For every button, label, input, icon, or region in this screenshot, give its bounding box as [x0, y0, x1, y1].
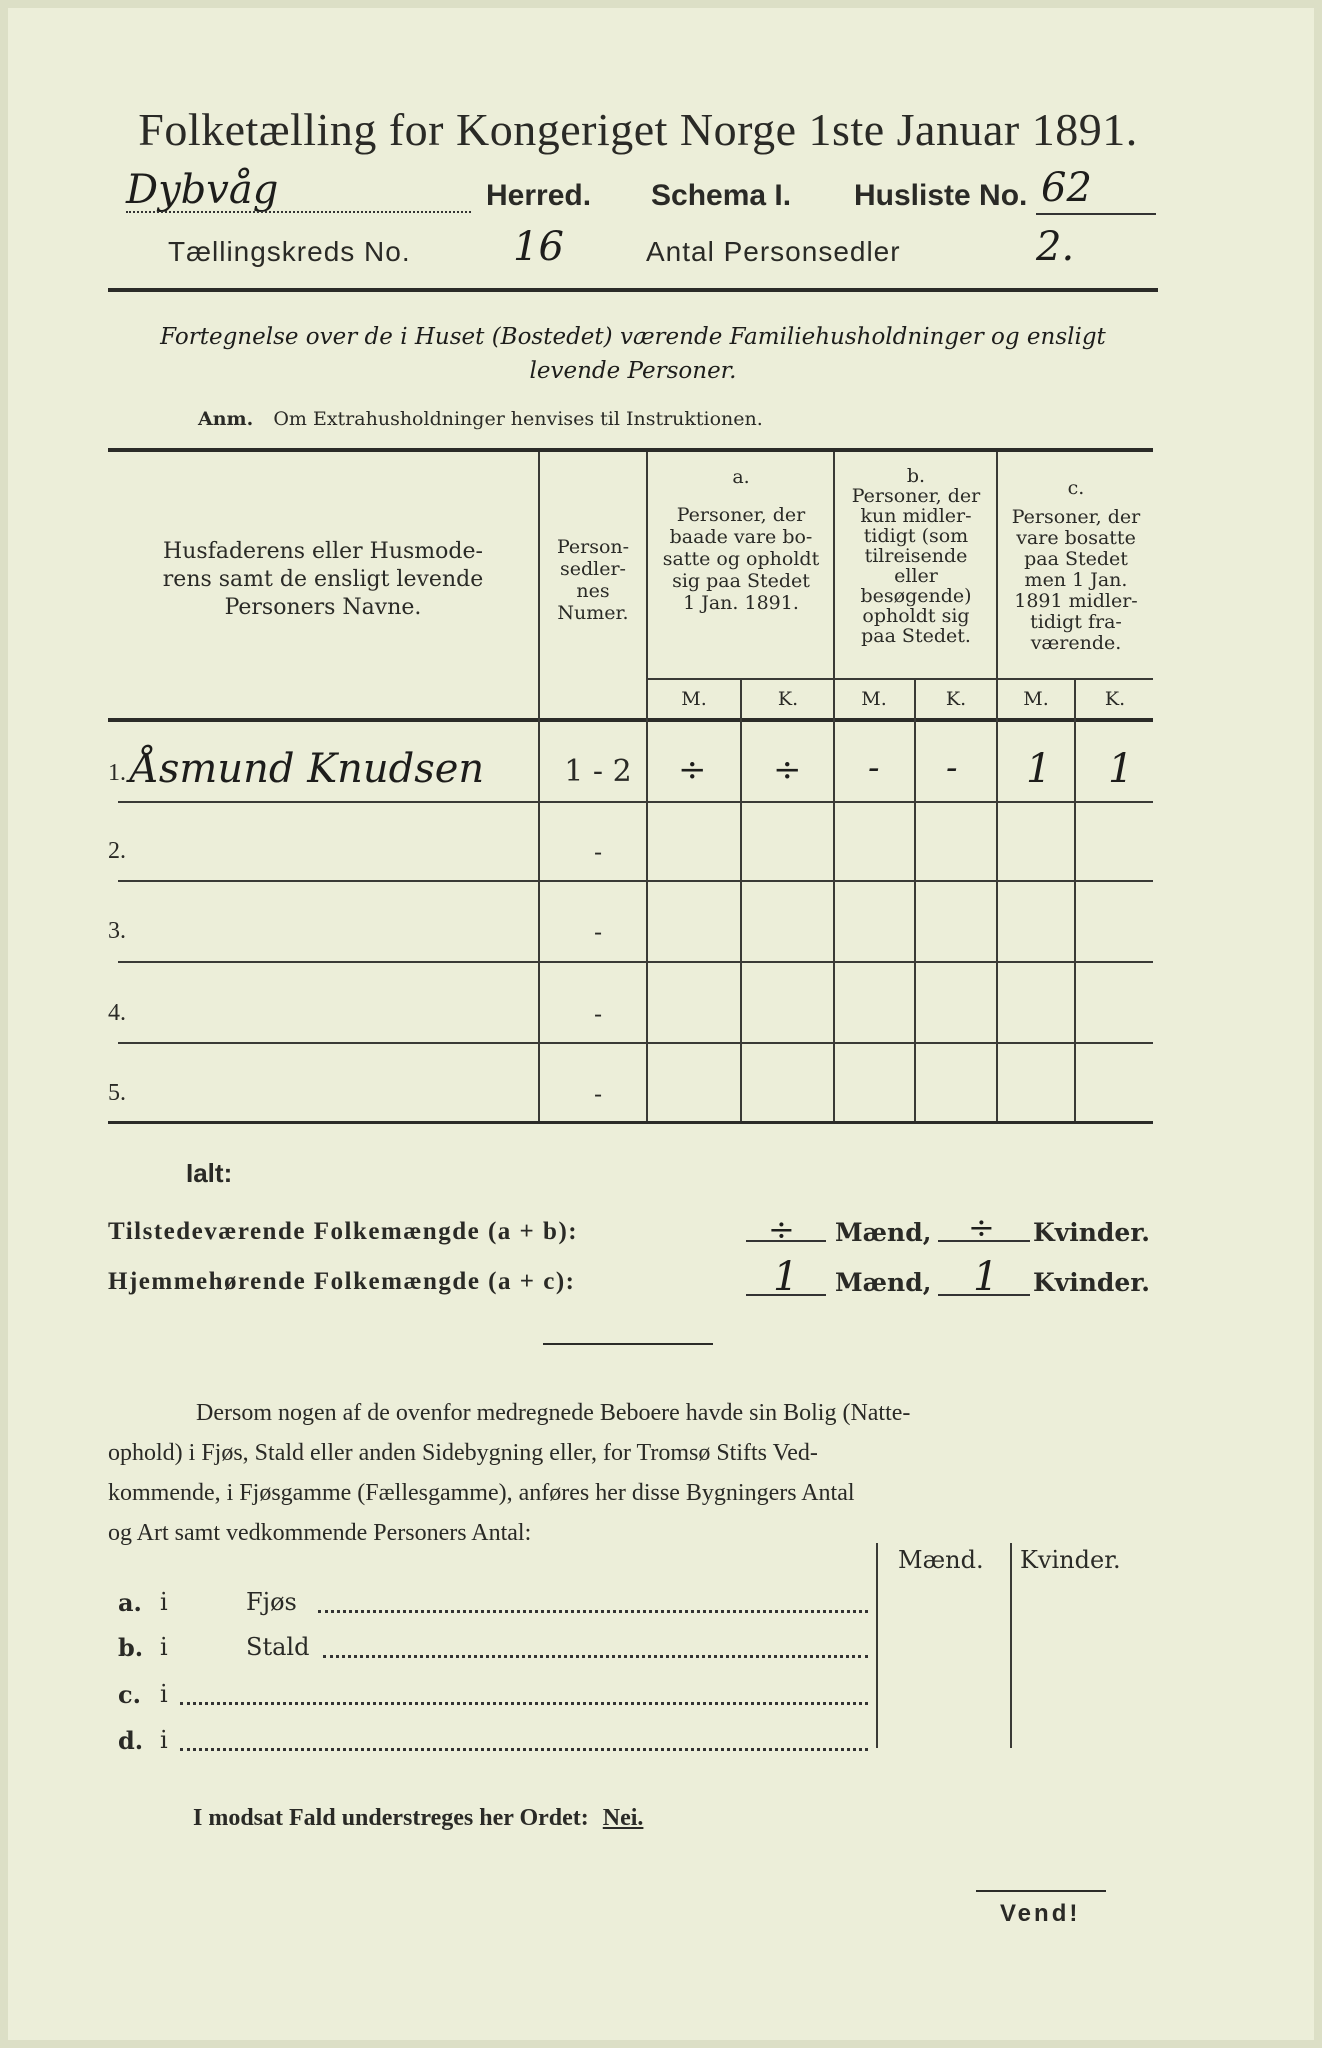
- modsat-label: I modsat Fald understreges her Ordet:: [193, 1805, 589, 1831]
- row-number: 1.: [108, 760, 126, 786]
- row-person-num: 1 - 2: [564, 754, 632, 789]
- col-b-line-2: kun midler-: [860, 505, 972, 527]
- item-letter: d.: [118, 1726, 144, 1755]
- col-c-k: K.: [1104, 688, 1126, 710]
- col-c-line-3: paa Stedet: [1024, 548, 1128, 570]
- row-1-line: [118, 801, 1153, 803]
- table-bottom-rule: [108, 1121, 1153, 1124]
- col-a-letter: a.: [732, 466, 750, 488]
- divider-a-b: [833, 452, 835, 1121]
- tilstede-line: [108, 1208, 1158, 1258]
- col-b-letter: b.: [906, 465, 926, 487]
- anm-text: Om Extrahusholdninger henvises til Instruktionen.: [273, 408, 763, 430]
- item-i: i: [160, 1588, 168, 1616]
- row-person-num: -: [593, 1080, 603, 1108]
- divider-c-mk: [1074, 680, 1076, 1121]
- col-names-header: [118, 538, 528, 622]
- intro-text: [108, 320, 1158, 388]
- kreds-number: 16: [513, 224, 564, 270]
- buildings-kvinder-head: Kvinder.: [1020, 1546, 1121, 1574]
- col-a-line-2: baade vare bo-: [669, 526, 813, 548]
- item-label: Fjøs: [246, 1588, 297, 1616]
- tilstede-label: Tilstedeværende Folkemængde (a + b):: [108, 1218, 579, 1245]
- list-item: [118, 1633, 878, 1667]
- tilstede-maend: Mænd,: [835, 1218, 932, 1247]
- divider-a-mk: [740, 680, 742, 1121]
- row-4-line: [118, 1042, 1153, 1044]
- row-2-line: [118, 880, 1153, 882]
- row-a-m: ÷: [678, 750, 707, 790]
- divider-num-a: [646, 452, 648, 1121]
- tilstede-kvinder: Kvinder.: [1033, 1218, 1150, 1247]
- col-num-line-1: Person-: [556, 536, 630, 558]
- row-b-k: -: [946, 748, 958, 788]
- col-a-m: M.: [681, 688, 707, 710]
- schema-label: Schema I.: [651, 179, 792, 212]
- col-a-line-1: Personer, der: [676, 504, 806, 526]
- mk-header-rule: [648, 678, 1153, 680]
- herred-line: [126, 165, 1176, 223]
- hjemme-kvinder: Kvinder.: [1033, 1268, 1150, 1297]
- buildings-maend-head: Mænd.: [898, 1546, 984, 1574]
- husliste-label: Husliste No.: [854, 179, 1028, 212]
- col-c-line-1: Personer, der: [1011, 506, 1141, 528]
- section-divider: [543, 1343, 713, 1345]
- row-a-k: ÷: [773, 750, 802, 790]
- item-i: i: [160, 1680, 168, 1708]
- intro-line-1: Fortegnelse over de i Huset (Bostedet) værende Familiehusholdninger og ensligt: [160, 324, 1106, 350]
- herred-handwritten: Dybvåg: [126, 167, 279, 213]
- col-names-line-3: Personers Navne.: [224, 595, 422, 620]
- item-label: Stald: [246, 1633, 310, 1661]
- col-a-header: [650, 466, 832, 614]
- col-num-line-3: nes: [576, 580, 610, 602]
- kreds-line: [168, 224, 1168, 280]
- col-c-line-7: værende.: [1030, 632, 1122, 654]
- row-number: 2.: [108, 838, 126, 864]
- kreds-label: Tællingskreds No.: [168, 236, 411, 267]
- item-i: i: [160, 1726, 168, 1754]
- list-item: [118, 1726, 878, 1760]
- husliste-underline: [1036, 213, 1156, 215]
- col-num-line-4: Numer.: [557, 602, 629, 624]
- col-b-line-1: Personer, der: [851, 485, 981, 507]
- divider-name-num: [538, 452, 540, 1121]
- item-dots: [323, 1655, 868, 1658]
- row-number: 3.: [108, 918, 126, 944]
- col-b-line-4: tilreisende: [864, 545, 968, 567]
- row-3-line: [118, 961, 1153, 963]
- col-c-line-5: 1891 midler-: [1014, 590, 1138, 612]
- herred-label: Herred.: [486, 179, 592, 212]
- col-c-line-2: vare bosatte: [1016, 527, 1136, 549]
- col-names-line-1: Husfaderens eller Husmode-: [163, 539, 483, 564]
- col-a-line-4: sig paa Stedet: [672, 570, 810, 592]
- hjemme-line: [108, 1254, 1158, 1308]
- col-b-line-8: paa Stedet.: [861, 625, 971, 647]
- item-letter: b.: [118, 1633, 144, 1662]
- row-b-m: -: [868, 748, 880, 788]
- list-item: [118, 1588, 878, 1622]
- row-person-num: -: [593, 838, 603, 866]
- hjemme-maend: Mænd,: [835, 1268, 932, 1297]
- row-person-num: -: [593, 918, 603, 946]
- nei-word: Nei.: [602, 1805, 644, 1831]
- item-letter: a.: [118, 1588, 142, 1617]
- item-dots: [180, 1748, 868, 1751]
- col-b-header: [836, 466, 996, 646]
- tilstede-m-value: ÷: [768, 1210, 795, 1248]
- col-c-line-4: men 1 Jan.: [1024, 569, 1128, 591]
- col-b-line-6: besøgende): [860, 585, 972, 607]
- anm-label: Anm.: [198, 408, 254, 430]
- col-b-line-5: eller: [894, 565, 938, 587]
- col-b-line-3: tidigt (som: [863, 525, 969, 547]
- col-b-line-7: opholdt sig: [862, 605, 970, 627]
- herred-dotted-line: [126, 211, 471, 213]
- para-line-1: Dersom nogen af de ovenfor medregnede Beboere havde sin Bolig (Natte-: [196, 1400, 911, 1426]
- divider-b-mk: [914, 680, 916, 1121]
- hjemme-k-value: 1: [973, 1254, 999, 1300]
- anm-note: [198, 408, 763, 430]
- modsat-line: [193, 1805, 643, 1832]
- row-number: 4.: [108, 1000, 126, 1026]
- col-a-k: K.: [777, 688, 799, 710]
- hjemme-m-value: 1: [773, 1254, 799, 1300]
- col-num-line-2: sedler-: [560, 558, 626, 580]
- header-rule: [108, 288, 1158, 292]
- item-i: i: [160, 1633, 168, 1661]
- item-dots: [180, 1702, 868, 1705]
- col-a-line-5: 1 Jan. 1891.: [683, 592, 799, 614]
- hjemme-label: Hjemmehørende Folkemængde (a + c):: [108, 1268, 576, 1295]
- husliste-number: 62: [1041, 165, 1092, 211]
- col-names-line-2: rens samt de ensligt levende: [162, 567, 484, 592]
- buildings-divider-2: [1010, 1543, 1012, 1748]
- para-line-2: ophold) i Fjøs, Stald eller anden Sidebygning eller, for Tromsø Stifts Ved-: [108, 1440, 818, 1466]
- divider-b-c: [996, 452, 998, 1121]
- col-c-header: [999, 478, 1153, 654]
- row-person-num: -: [593, 1000, 603, 1028]
- personsedler-label: Antal Personsedler: [646, 236, 901, 267]
- para-line-4: og Art samt vedkommende Personers Antal:: [108, 1520, 532, 1546]
- col-c-line-6: tidigt fra-: [1030, 611, 1122, 633]
- col-a-line-3: satte og opholdt: [662, 548, 820, 570]
- personsedler-count: 2.: [1036, 224, 1075, 270]
- row-c-k: 1: [1108, 746, 1134, 792]
- col-b-k: K.: [945, 688, 967, 710]
- item-dots: [318, 1610, 868, 1613]
- ialt-label: Ialt:: [186, 1158, 233, 1188]
- row-c-m: 1: [1026, 746, 1052, 792]
- row-number: 5.: [108, 1080, 126, 1106]
- col-num-header: [542, 536, 644, 624]
- col-c-m: M.: [1023, 688, 1049, 710]
- vend-rule: [976, 1890, 1106, 1892]
- col-c-letter: c.: [1067, 477, 1085, 499]
- row-name: Åsmund Knudsen: [130, 746, 485, 792]
- list-item: [118, 1680, 878, 1714]
- para-line-3: kommende, i Fjøsgamme (Fællesgamme), anføres her disse Bygningers Antal: [108, 1480, 855, 1506]
- form-title: Folketælling for Kongeriget Norge 1ste Januar 1891.: [138, 104, 1138, 155]
- col-b-m: M.: [861, 688, 887, 710]
- vend-label: Vend!: [1000, 1900, 1081, 1927]
- intro-line-2: levende Personer.: [529, 358, 737, 384]
- buildings-paragraph: [108, 1393, 1153, 1553]
- item-letter: c.: [118, 1680, 141, 1709]
- tilstede-k-value: ÷: [968, 1208, 995, 1246]
